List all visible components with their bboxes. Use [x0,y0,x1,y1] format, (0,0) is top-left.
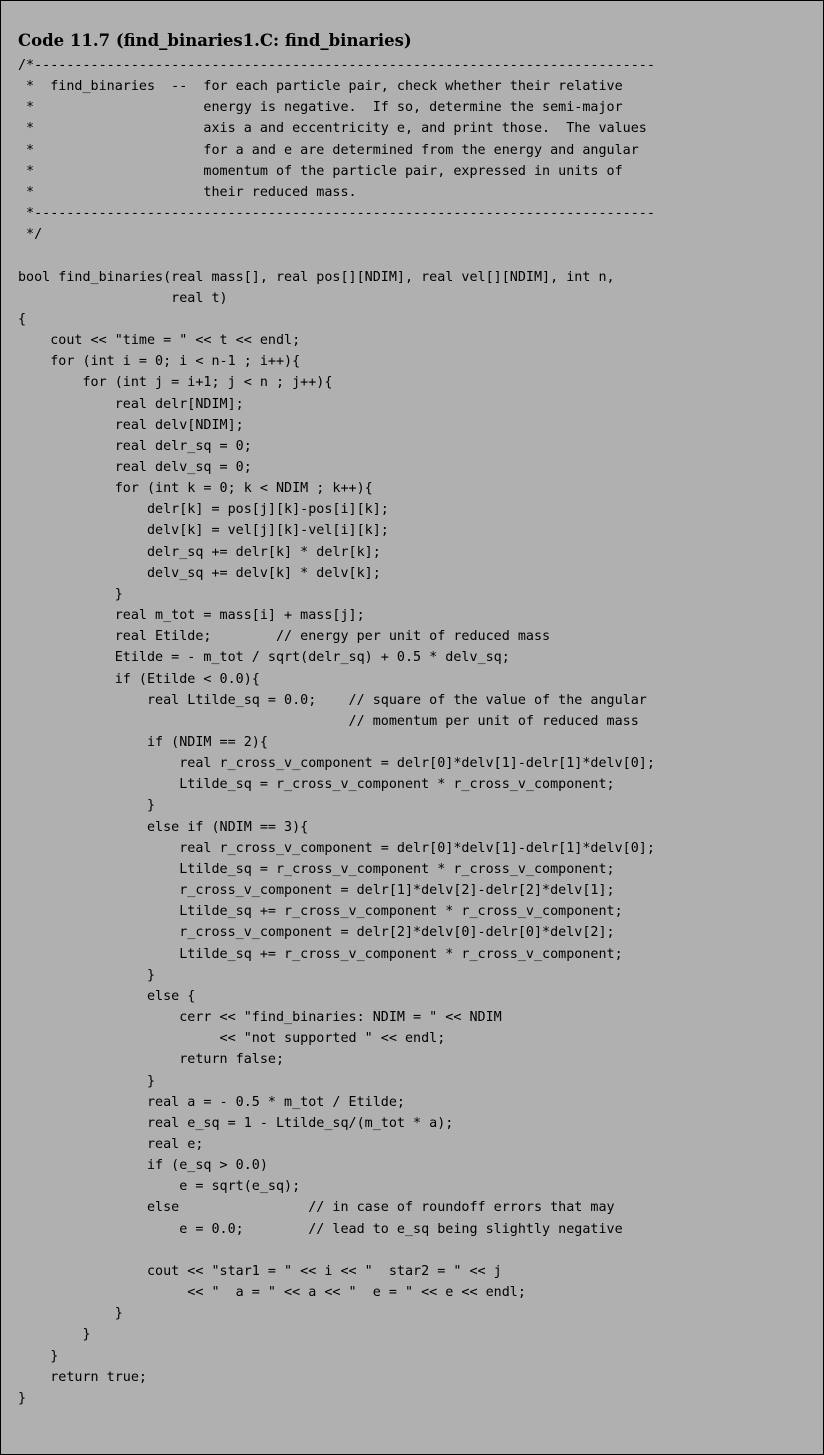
listing-title: Code 11.7 (find_binaries1.C: find_binaries) [18,31,412,50]
code-block: /*----------------------------------------------------------------------------- * find_binaries -- for each particle pair, check whether their relative * energy is negative. If so, determine the semi-major * axis a and eccentricity e, and print those. The values * for a and e are determined from the energy and angular * momentum of the particle pair, expressed in units of * their reduced mass. *----------------------------------------------------------------------------- */ bool find_binaries(real mass[], real pos[][NDIM], real vel[][NDIM], int n, real t) { cout << "time = " << t << endl; for (int i = 0; i < n-1 ; i++){ for (int j = i+1; j < n ; j++){ real delr[NDIM]; real delv[NDIM]; real delr_sq = 0; real delv_sq = 0; for (int k = 0; k < NDIM ; k++){ delr[k] = pos[j][k]-pos[i][k]; delv[k] = vel[j][k]-vel[i][k]; delr_sq += delr[k] * delr[k]; delv_sq += delv[k] * delv[k]; } real m_tot = mass[i] + mass[j]; real Etilde; // energy per unit of reduced mass Etilde = - m_tot / sqrt(delr_sq) + 0.5 * delv_sq; if (Etilde < 0.0){ real Ltilde_sq = 0.0; // square of the value of the angular // momentum per unit of reduced mass if (NDIM == 2){ real r_cross_v_component = delr[0]*delv[1]-delr[1]*delv[0]; Ltilde_sq = r_cross_v_component * r_cross_v_component; } else if (NDIM == 3){ real r_cross_v_component = delr[0]*delv[1]-delr[1]*delv[0]; Ltilde_sq = r_cross_v_component * r_cross_v_component; r_cross_v_component = delr[1]*delv[2]-delr[2]*delv[1]; Ltilde_sq += r_cross_v_component * r_cross_v_component; r_cross_v_component = delr[2]*delv[0]-delr[0]*delv[2]; Ltilde_sq += r_cross_v_component * r_cross_v_component; } else { cerr << "find_binaries: NDIM = " << NDIM << "not supported " << endl; return false; } real a = - 0.5 * m_tot / Etilde; real e_sq = 1 - Ltilde_sq/(m_tot * a); real e; if (e_sq > 0.0) e = sqrt(e_sq); else // in case of roundoff errors that may e = 0.0; // lead to e_sq being slightly negative cout << "star1 = " << i << " star2 = " << j << " a = " << a << " e = " << e << endl; } } } return true; } [18,58,655,1406]
